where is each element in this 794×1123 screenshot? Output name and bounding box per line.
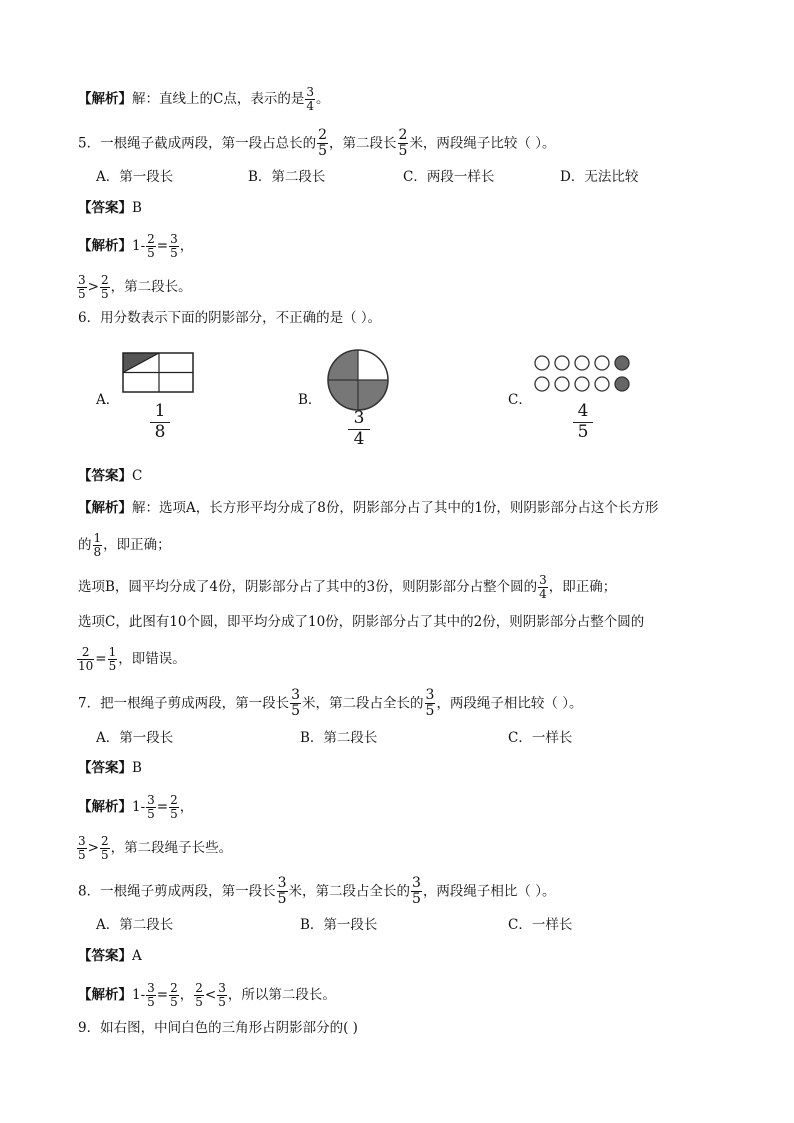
fraction: $\frac{3}{5}$: [170, 232, 178, 261]
q9-stem: 9．如右图，中间白色的三角形占阴影部分的( ): [78, 1020, 358, 1036]
q5-option-a: A．第一段长: [96, 169, 174, 185]
q6-analysis-line5: $\frac{2}{10}$ = $\frac{1}{5}$ ，即错误。: [78, 645, 186, 674]
fraction: $\frac{3}{5}$: [78, 273, 86, 302]
q6-stem: 6．用分数表示下面的阴影部分，不正确的是（ ）。: [78, 310, 382, 326]
rectangle-eighths-figure: [122, 352, 194, 394]
fraction: $\frac{3}{5}$: [218, 981, 226, 1010]
analysis-tag: 【解析】: [78, 500, 132, 516]
q8-stem: 8．一根绳子剪成两段，第一段长 $\frac{3}{5}$ 米，第二段占全长的 $\frac{3}{5}$ ，两段绳子相比（ ）。: [78, 875, 556, 908]
q6-analysis-line4: 选项C，此图有10个圆，即平均分成了10份，阴影部分占了其中的2份，则阴影部分占整个圆的: [78, 614, 645, 630]
q7-analysis-line2: $\frac{3}{5}$ > $\frac{2}{5}$ ，第二段绳子长些。: [78, 834, 233, 863]
q8-option-c: C．一样长: [508, 917, 573, 933]
circle-quarters-figure: [326, 348, 390, 412]
answer-tag: 【答案】: [78, 468, 132, 484]
fraction: $\frac{2}{5}$: [100, 273, 109, 302]
q5-option-b: B．第二段长: [248, 169, 326, 185]
fraction: $\frac{3}{5}$: [277, 875, 287, 908]
q7-option-b: B．第二段长: [300, 730, 378, 746]
answer-value: B: [132, 760, 142, 776]
q8-option-a: A．第二段长: [96, 917, 174, 933]
q7-answer: [78, 758, 142, 778]
q5-option-d: D．无法比较: [560, 169, 639, 185]
analysis-tag: 【解析】: [78, 91, 132, 108]
fraction: $\frac{3}{4}$: [306, 85, 314, 114]
fraction: $\frac{2}{10}$: [78, 645, 94, 674]
q6-analysis-line1: 【解析】解：选项A，长方形平均分成了8份，阴影部分占了其中的1份，则阴影部分占这个长方形: [78, 500, 659, 516]
q6-option-a-fraction: 1 8: [150, 402, 170, 442]
q5-analysis-line2: $\frac{3}{5}$ > $\frac{2}{5}$ ，第二段长。: [78, 273, 192, 302]
fraction: $\frac{3}{5}$: [78, 834, 86, 863]
fraction: $\frac{1}{5}$: [108, 645, 117, 674]
fraction: $\frac{3}{5}$: [147, 793, 155, 822]
fraction: $\frac{3}{5}$: [425, 687, 435, 720]
q6-answer: [78, 466, 142, 486]
analysis-text: 解：直线上的C点，表示的是: [132, 91, 305, 108]
q6-option-b-fraction: 3 4: [348, 409, 370, 449]
fraction: $\frac{2}{5}$: [318, 127, 328, 160]
fraction: $\frac{2}{5}$: [170, 793, 178, 822]
fraction: $\frac{1}{8}$: [93, 531, 102, 560]
q7-analysis-line1: 【解析】1- $\frac{3}{5}$ = $\frac{2}{5}$ ，: [78, 793, 194, 822]
fraction: $\frac{3}{5}$: [412, 875, 421, 908]
answer-tag: 【答案】: [78, 200, 132, 216]
q7-option-a: A．第一段长: [96, 730, 174, 746]
q5-answer: [78, 198, 142, 218]
q6-option-c-fraction: 4 5: [573, 402, 593, 442]
q6-option-a-label: A．: [96, 392, 120, 408]
answer-tag: 【答案】: [78, 948, 132, 964]
q8-analysis: 【解析】1- $\frac{3}{5}$ = $\frac{2}{5}$ ， $\frac{2}{5}$ < $\frac{3}{5}$ ，所以第二段长。: [78, 981, 336, 1010]
q7-stem: 7．把一根绳子剪成两段，第一段长 $\frac{3}{5}$ 米，第二段占全长的 $\frac{3}{5}$ ，两段绳子相比较（ ）。: [78, 687, 583, 720]
fraction: $\frac{3}{5}$: [147, 981, 155, 1010]
answer-value: A: [132, 948, 142, 964]
q6-analysis-line2: 的 $\frac{1}{8}$ ，即正确；: [78, 531, 171, 560]
analysis-tag: 【解析】: [78, 987, 132, 1004]
fraction: $\frac{3}{5}$: [291, 687, 301, 720]
q4-analysis: 【解析】解：直线上的C点，表示的是 $\frac{3}{4}$ 。: [78, 85, 330, 114]
answer-value: B: [132, 200, 142, 216]
analysis-tag: 【解析】: [78, 238, 132, 255]
q5-stem: 5．一根绳子截成两段，第一段占总长的 $\frac{2}{5}$ ，第二段长 $\frac{2}{5}$ 米，两段绳子比较（ ）。: [78, 127, 556, 160]
shaded-circle: [615, 356, 629, 370]
fraction: $\frac{2}{5}$: [195, 981, 203, 1010]
fraction: $\frac{2}{5}$: [100, 834, 109, 863]
q6-option-c-label: C．: [508, 392, 532, 408]
shaded-circle: [615, 377, 629, 391]
q5-analysis-line1: 【解析】1- $\frac{2}{5}$ = $\frac{3}{5}$ ，: [78, 232, 194, 261]
fraction: $\frac{2}{5}$: [147, 232, 155, 261]
answer-value: C: [132, 468, 143, 484]
q6-analysis-line3: 选项B，圆平均分成了4份，阴影部分占了其中的3份，则阴影部分占整个圆的 $\frac{3}{4}$ ，即正确；: [78, 573, 617, 602]
fraction: $\frac{3}{4}$: [539, 573, 547, 602]
analysis-tag: 【解析】: [78, 799, 132, 816]
q5-option-c: C．两段一样长: [403, 169, 495, 185]
q7-option-c: C．一样长: [508, 730, 573, 746]
answer-tag: 【答案】: [78, 760, 132, 776]
q8-answer: [78, 946, 142, 966]
fraction: $\frac{2}{5}$: [170, 981, 178, 1010]
ten-circles-figure: [532, 353, 632, 395]
q8-option-b: B．第一段长: [300, 917, 378, 933]
fraction: $\frac{2}{5}$: [398, 127, 408, 160]
q6-option-b-label: B．: [298, 392, 322, 408]
